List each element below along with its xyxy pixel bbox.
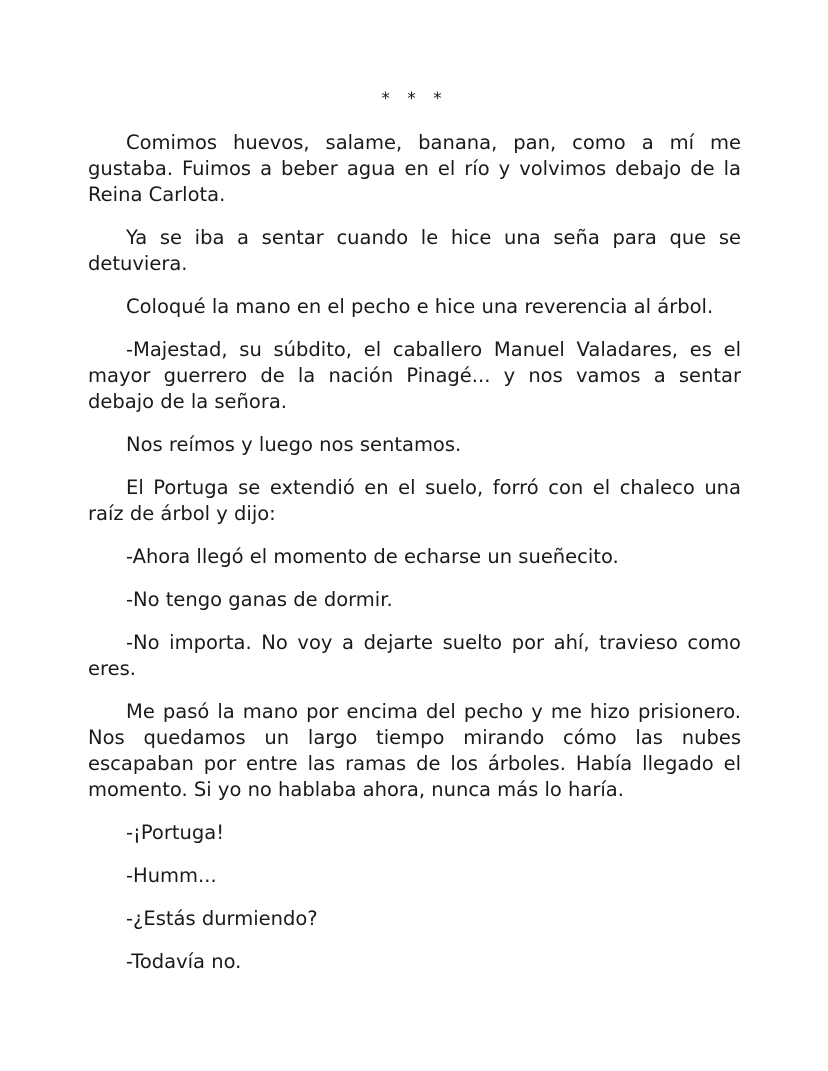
paragraph: -No importa. No voy a dejarte suelto por ahí, travieso como eres. — [88, 631, 741, 680]
paragraph: -No tengo ganas de dormir. — [126, 588, 393, 611]
section-separator: * * * — [381, 89, 448, 109]
paragraph: Comimos huevos, salame, banana, pan, como a mí me gustaba. Fuimos a beber agua en el río y volvimos debajo de la Reina Carlota. — [88, 131, 741, 206]
paragraph: Me pasó la mano por encima del pecho y me hizo prisionero. Nos quedamos un largo tiempo mirando cómo las nubes escapaban por entre las ramas de los árboles. Había llegado el momento. Si yo no hablaba ahora, nunca más lo haría. — [88, 700, 741, 801]
paragraph: -Humm... — [126, 864, 217, 887]
paragraph: -Majestad, su súbdito, el caballero Manuel Valadares, es el mayor guerrero de la nación Pinagé... y nos vamos a sentar debajo de la señora. — [88, 338, 741, 413]
paragraph: -¡Portuga! — [126, 821, 225, 844]
paragraph: -¿Estás durmiendo? — [126, 907, 318, 930]
paragraph: -Ahora llegó el momento de echarse un sueñecito. — [126, 545, 619, 568]
paragraph: Nos reímos y luego nos sentamos. — [126, 433, 462, 456]
document-page — [88, 86, 741, 992]
paragraph: Ya se iba a sentar cuando le hice una seña para que se detuviera. — [88, 226, 741, 275]
paragraph: El Portuga se extendió en el suelo, forró con el chaleco una raíz de árbol y dijo: — [88, 476, 741, 525]
paragraph: -Todavía no. — [126, 950, 242, 973]
paragraph: Coloqué la mano en el pecho e hice una reverencia al árbol. — [126, 295, 714, 318]
